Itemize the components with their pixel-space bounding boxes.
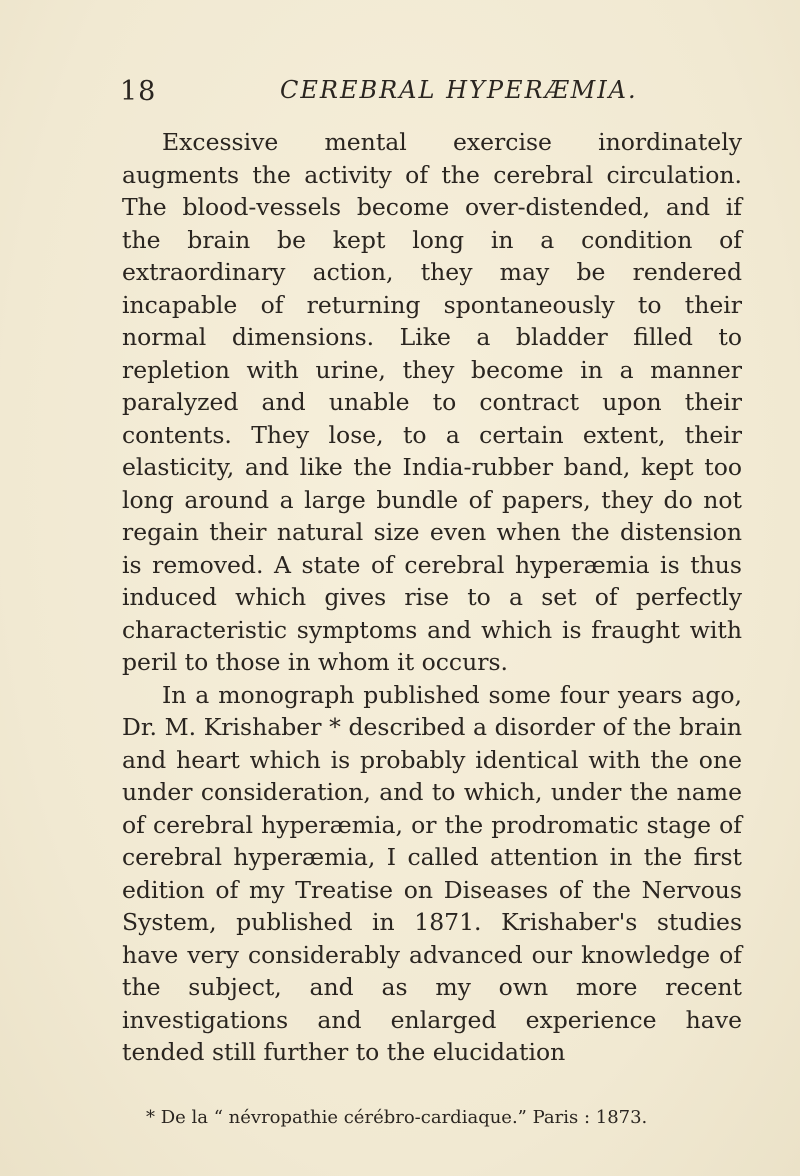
running-head	[120, 76, 680, 116]
page-number: 18	[120, 76, 157, 107]
paragraph: Excessive mental exercise inordinately augments the activity of the cerebral circulation. The blood-vessels become over-distended, and if the brain be kept long in a condition of extraordinary action, they may be rendered incapable of returning spontaneously to their normal dimensions. Like a bladder filled to repletion with urine, they become in a manner paralyzed and unable to contract upon their contents. They lose, to a certain extent, their elasticity, and like the India-rubber band, kept too long around a large bundle of papers, they do not regain their natural size even when the distension is removed. A state of cerebral hyperæmia is thus induced which gives rise to a set of perfectly characteristic symptoms and which is fraught with peril to those in whom it occurs.	[122, 128, 742, 676]
footnote: * De la “ névropathie cérébro-cardiaque.” Paris : 1873.	[146, 1107, 648, 1128]
running-title: CEREBRAL HYPERÆMIA.	[280, 76, 638, 104]
paragraph: In a monograph published some four years ago, Dr. M. Krishaber * described a disorder of the brain and heart which is probably identical with the one under consideration, and to which, under the name of cerebral hyperæmia, or the prodromatic stage of cerebral hyperæmia, I called attention in the first edition of my Treatise on Diseases of the Nervous System, published in 1871. Krishaber's studies have very considerably advanced our knowledge of the subject, and as my own more recent investigations and enlarged experience have tended still further to the elucidation	[122, 680, 742, 1066]
body-text	[122, 126, 742, 1069]
